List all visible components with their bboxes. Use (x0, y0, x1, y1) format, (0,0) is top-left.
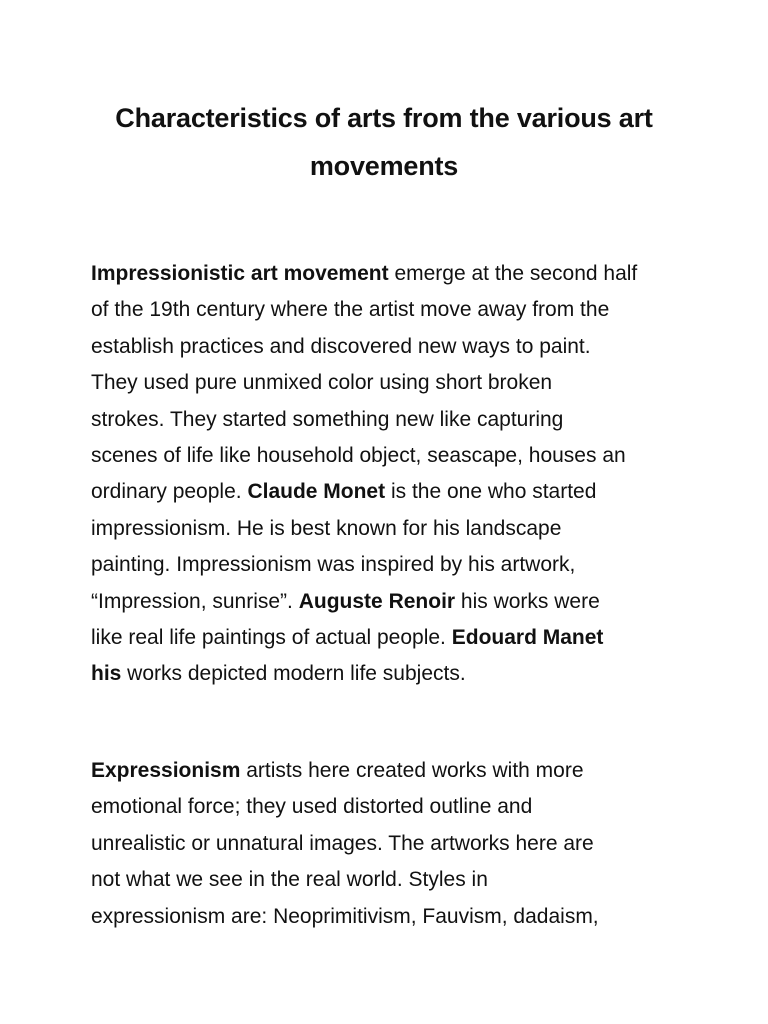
paragraph-line: emotional force; they used distorted outline and (91, 795, 533, 819)
paragraph-line: painting. Impressionism was inspired by his artwork, (91, 553, 576, 577)
paragraph-line: impressionism. He is best known for his landscape (91, 516, 562, 540)
paragraph-line: of the 19th century where the artist move away from the (91, 298, 610, 322)
term-claude-monet: Claude Monet (247, 480, 386, 504)
paragraph-line: Impressionistic art movement emerge at the second half (91, 262, 638, 285)
term-expressionism: Expressionism (91, 759, 241, 782)
term-auguste-renoir: Auguste Renoir (298, 589, 456, 613)
paragraph-line: unrealistic or unnatural images. The artworks here are (91, 831, 594, 855)
paragraph-line: not what we see in the real world. Styles in (91, 868, 488, 892)
paragraph-line: establish practices and discovered new ways to paint. (91, 334, 591, 358)
term-his: his (91, 662, 122, 686)
paragraph-line: They used pure unmixed color using short broken (91, 371, 553, 395)
paragraph-line: his works depicted modern life subjects. (91, 662, 466, 686)
paragraph-impressionism (91, 256, 691, 693)
title-line-2: movements (309, 151, 459, 181)
paragraph-line: ordinary people. Claude Monet is the one who started (91, 480, 597, 504)
paragraph-expressionism (91, 753, 691, 935)
paragraph-line: scenes of life like household object, seascape, houses an (91, 444, 626, 468)
paragraph-line: like real life paintings of actual people. Edouard Manet (91, 626, 604, 650)
term-impressionistic-art-movement: Impressionistic art movement (91, 262, 389, 285)
paragraph-line: expressionism are: Neoprimitivism, Fauvism, dadaism, (91, 904, 599, 928)
term-edouard-manet: Edouard Manet (451, 626, 604, 650)
paragraph-line: “Impression, sunrise”. Auguste Renoir his works were (91, 589, 600, 613)
title-line-1: Characteristics of arts from the various art (115, 103, 653, 133)
paragraph-line: strokes. They started something new like capturing (91, 407, 564, 431)
document-title (80, 94, 688, 190)
paragraph-line: Expressionism artists here created works with more (91, 759, 584, 782)
